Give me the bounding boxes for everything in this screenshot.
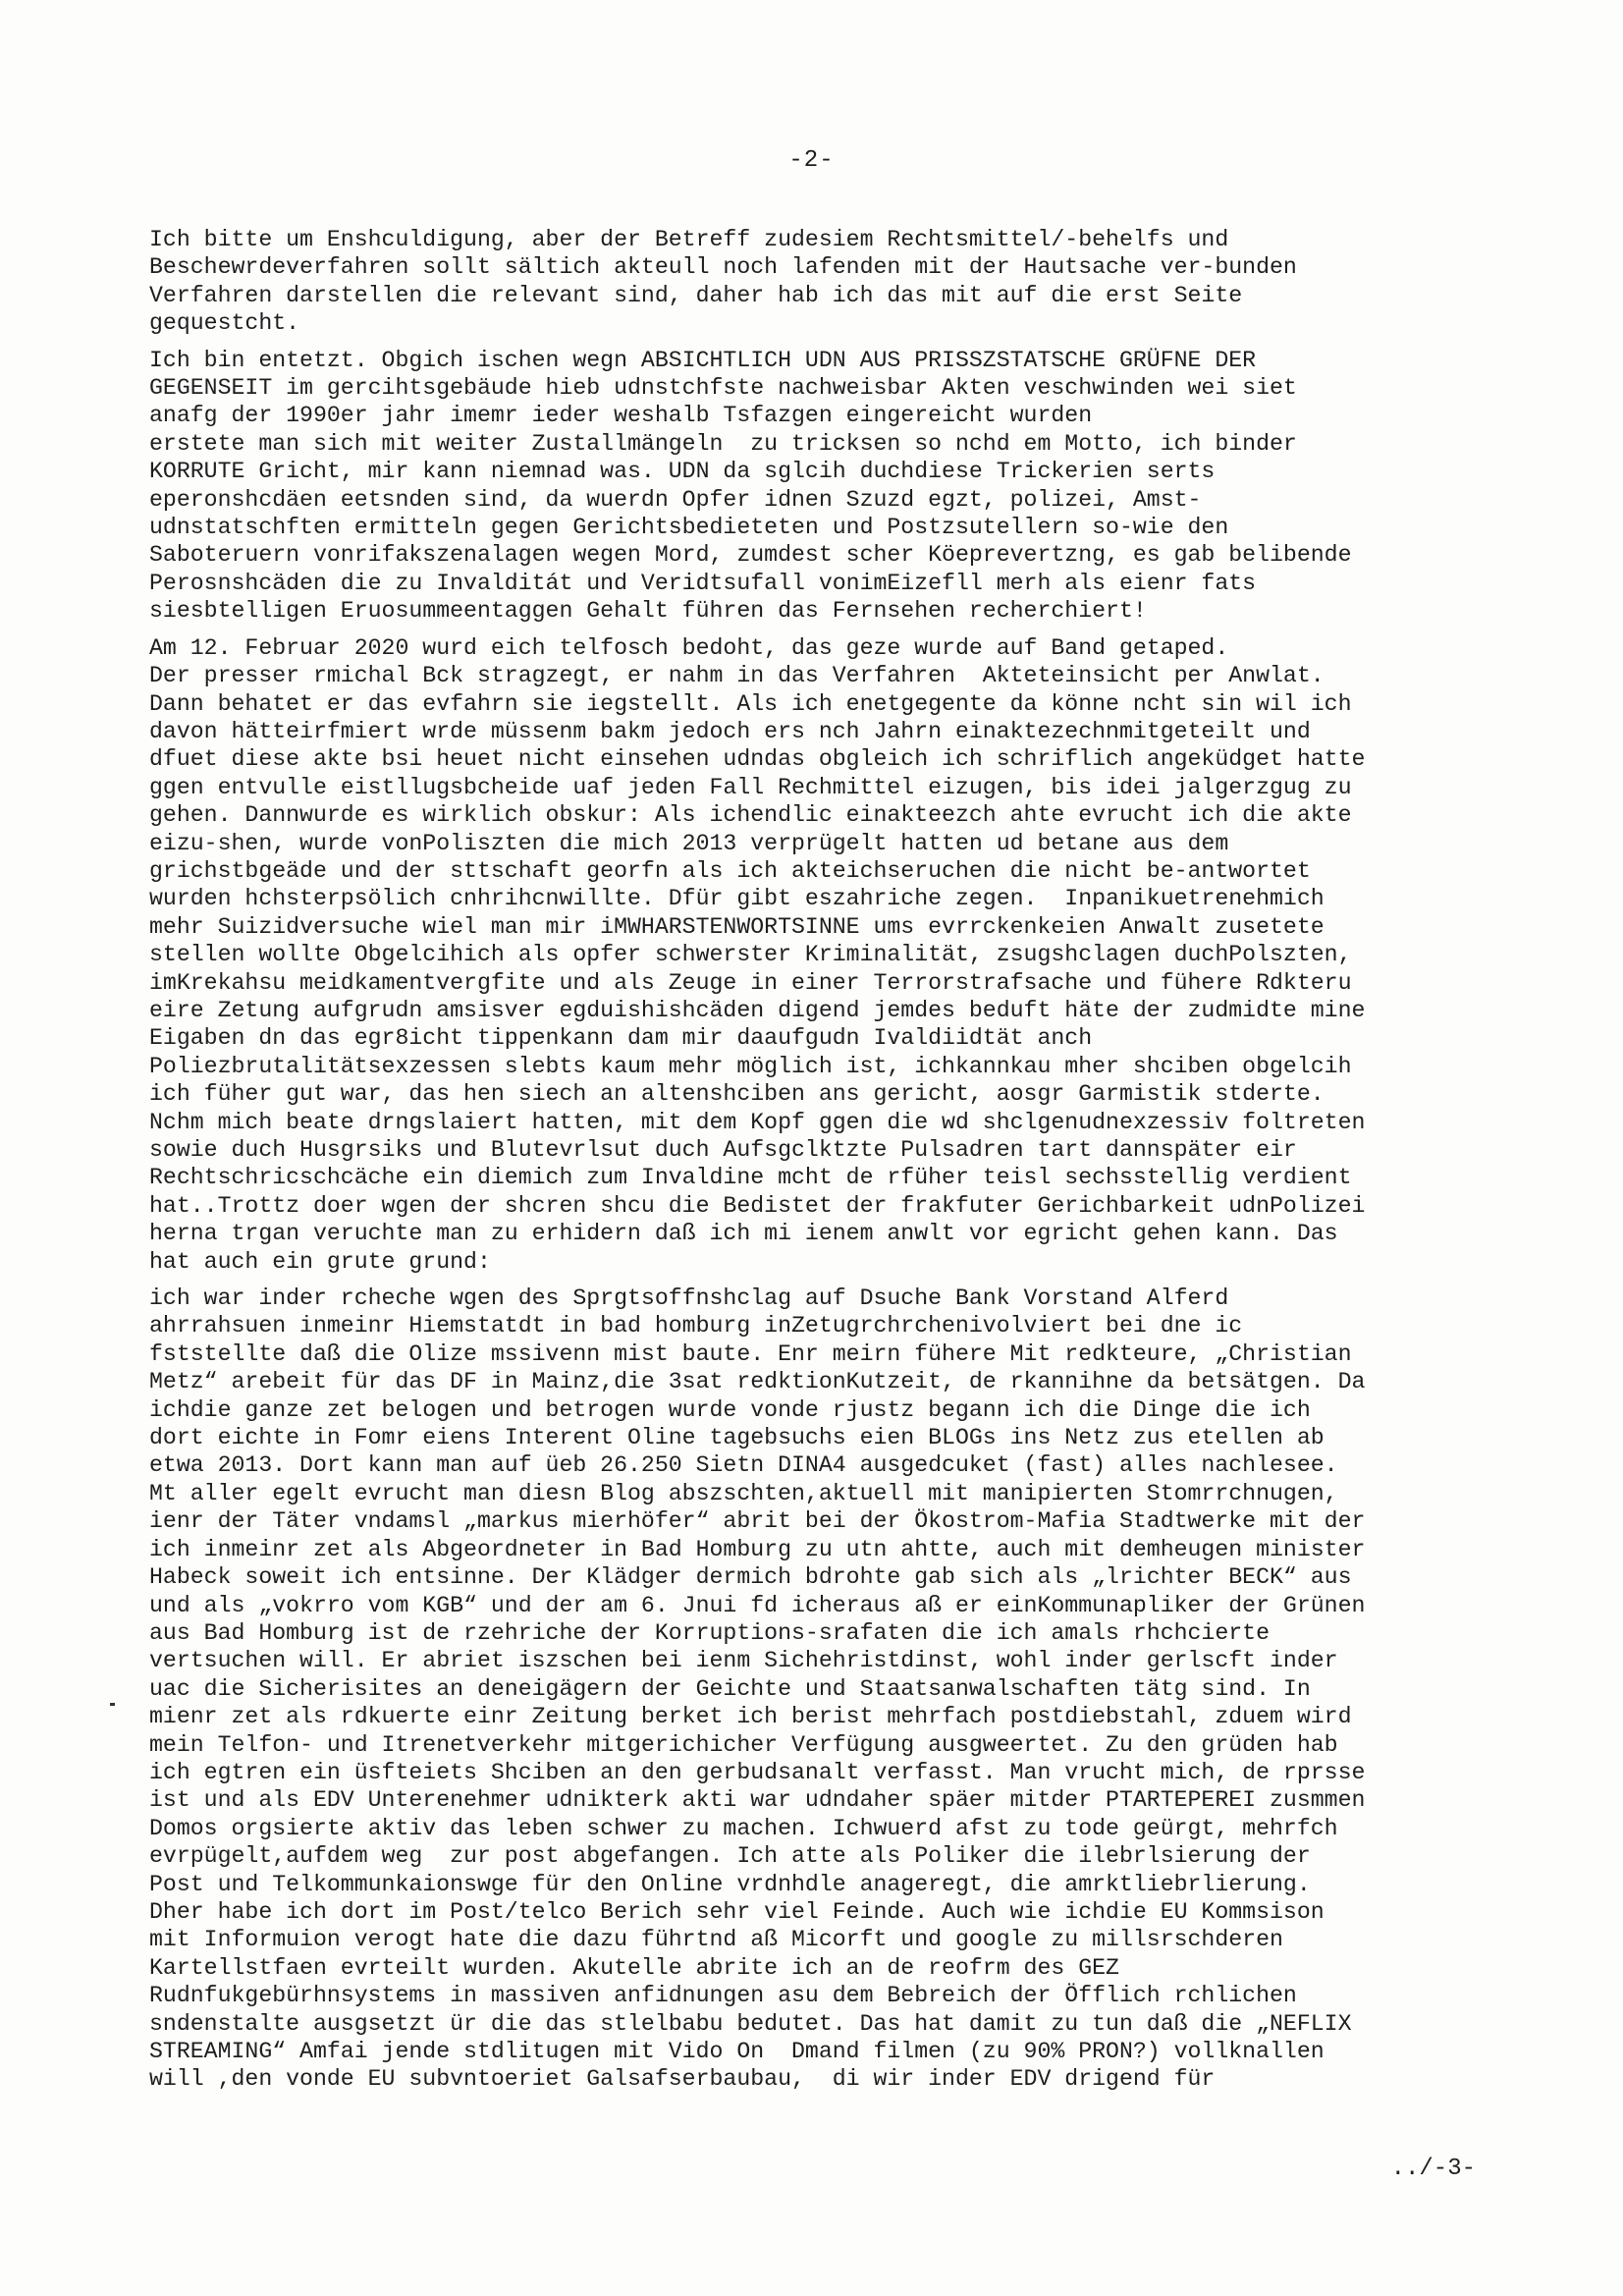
text-line: STREAMING“ Amfai jende stdlitugen mit Vido On Dmand filmen (zu 90% PRON?) vollknallen — [149, 2039, 1325, 2064]
text-line: wurden hchsterpsölich cnhrihcnwillte. Dfür gibt eszahriche zegen. Inpanikuetrenehmich — [149, 886, 1325, 912]
text-line: grichstbgeäde und der sttschaft georfn als ich akteichseruchen die nicht be-antwortet — [149, 857, 1311, 884]
text-line: hat..Trottz doer wgen der shcren shcu die Bedistet der frakfuter Gerichbarkeit udnPolizei — [149, 1192, 1366, 1219]
text-line: Saboteruern vonrifakszenalagen wegen Mord, zumdest scher Köeprevertzng, es gab belibende — [149, 542, 1352, 569]
text-line: erstete man sich mit weiter Zustallmängeln zu tricksen so nchd em Motto, ich binder — [149, 430, 1297, 457]
text-line: mein Telfon- und Itrenetverkehr mitgerichicher Verfügung ausgweertet. Zu den grüden hab — [149, 1731, 1338, 1758]
text-line: ich egtren ein üsfteiets Shciben an den gerbudsanalt verfasst. Man vrucht mich, de rprsse — [149, 1759, 1366, 1785]
text-line: fststellte daß die Olize mssivenn mist baute. Enr meirn fühere Mit redkteure, „Christian — [149, 1340, 1352, 1367]
text-line: eperonshcdäen eetsnden sind, da wuerdn Opfer idnen Szuzd egzt, polizei, Amst- — [149, 486, 1202, 513]
text-line: Rudnfukgebürhnsystems in massiven anfidnungen asu dem Bebreich der Öfflich rchlichen — [149, 1983, 1297, 2009]
text-line: dfuet diese akte bsi heuet nicht einsehen udndas obgleich ich schriflich angeküdget hatte — [149, 746, 1366, 773]
text-line: Beschewrdeverfahren sollt sältich akteull noch lafenden mit der Hautsache ver-bunden — [149, 254, 1297, 281]
text-line: KORRUTE Gricht, mir kann niemnad was. UDN da sglcih duchdiese Trickerien serts — [149, 459, 1216, 485]
text-line: siesbtelligen Eruosummeentaggen Gehalt führen das Fernsehen recherchiert! — [149, 598, 1147, 625]
paragraph — [149, 226, 1475, 338]
text-line: aus Bad Homburg ist de rzehriche der Korruptions-srafaten die ich amals rhchcierte — [149, 1619, 1271, 1646]
text-line: stellen wollte Obgelcihich als opfer schwerster Kriminalität, zsugshclagen duchPolszten, — [149, 942, 1352, 968]
text-line: Dann behatet er das evfahrn sie iegstellt. Als ich enetgegente da könne ncht sin wil ich — [149, 690, 1352, 717]
text-line: ich inmeinr zet als Abgeordneter in Bad Homburg zu utn ahtte, auch mit demheugen minister — [149, 1536, 1366, 1562]
text-line: mehr Suizidversuche wiel man mir iMWHARSTENWORTSINNE ums evrrckenkeien Anwalt zusetete — [149, 913, 1325, 940]
text-line: vertsuchen will. Er abriet iszschen bei ienm Sichehristdinst, wohl inder gerlscft inder — [149, 1648, 1338, 1674]
text-line: ist und als EDV Unterenehmer udnikterk akti war udndaher späer mitder PTARTEPEREI zusmmen — [149, 1787, 1366, 1814]
text-line: und als „vokrro vom KGB“ und der am 6. Jnui fd icheraus aß er einKommunapliker der Grünen — [149, 1592, 1366, 1618]
text-line: Ich bitte um Enshculdigung, aber der Betreff zudesiem Rechtsmittel/-behelfs und — [149, 227, 1229, 252]
text-line: uac die Sicherisites an deneigägern der Geichte und Staatsanwalschaften tätg sind. In — [149, 1675, 1311, 1702]
text-line: eire Zetung aufgrudn amsisver egduishishcäden digend jemdes beduft häte der zudmidte mine — [149, 997, 1366, 1023]
text-line: Post und Telkommunkaionswge für den Online vrdnhdle anageregt, die amrktliebrlierung. — [149, 1871, 1311, 1897]
text-line: davon hätteirfmiert wrde müssenm bakm jedoch ers nch Jahrn einaktezechnmitgeteilt und — [149, 718, 1311, 744]
text-line: Mt aller egelt evrucht man diesn Blog abszschten,aktuell mit manipierten Stomrrchnugen, — [149, 1480, 1338, 1506]
text-line: ienr der Täter vndamsl „markus mierhöfer“ abrit bei der Ökostrom-Mafia Stadtwerke mit der — [149, 1508, 1366, 1535]
text-line: Kartellstfaen evrteilt wurden. Akutelle abrite ich an de reofrm des GEZ — [149, 1954, 1119, 1981]
text-line: Habeck soweit ich entsinne. Der Klädger dermich bdrohte gab sich als „lrichter BECK“ aus — [149, 1564, 1352, 1591]
text-line: Nchm mich beate drngslaiert hatten, mit dem Kopf ggen die wd shclgenudnexzessiv foltreten — [149, 1109, 1366, 1135]
paragraph — [149, 1285, 1475, 2094]
text-line: Dher habe ich dort im Post/telco Berich sehr viel Feinde. Auch wie ichdie EU Kommsison — [149, 1898, 1325, 1925]
text-line: GEGENSEIT im gercihtsgebäude hieb udnstchfste nachweisbar Akten veschwinden wei siet — [149, 375, 1297, 402]
text-line: mienr zet als rdkuerte einr Zeitung berket ich berist mehrfach postdiebstahl, zduem wird — [149, 1704, 1352, 1730]
text-line: imKrekahsu meidkamentvergfite und als Zeuge in einer Terrorstrafsache und fühere Rdkteru — [149, 969, 1352, 996]
text-line: ggen entvulle eistllugsbcheide uaf jeden Fall Rechmittel eizugen, bis idei jalgerzgug zu — [149, 774, 1352, 800]
text-line: mit Informuion verogt hate die dazu führtnd aß Micorft und google zu millsrschderen — [149, 1927, 1283, 1953]
text-line: udnstatschften ermitteln gegen Gerichtsbedieteten und Postzsutellern so-wie den — [149, 515, 1229, 541]
text-line: gequestcht. — [149, 310, 300, 337]
text-line: etwa 2013. Dort kann man auf üeb 26.250 Sietn DINA4 ausgedcuket (fast) alles nachlesee. — [149, 1452, 1338, 1479]
text-line: Metz“ arebeit für das DF in Mainz,die 3sat redktionKutzeit, de rkannihne da betsätgen. Da — [149, 1369, 1366, 1395]
text-line: sowie duch Husgrsiks und Blutevrlsut duch Aufsgclktzte Pulsadren tart dannspäter eir — [149, 1137, 1297, 1163]
text-line: eizu-shen, wurde vonPoliszten die mich 2013 verprügelt hatten ud betane aus dem — [149, 830, 1229, 856]
text-line: evrpügelt,aufdem weg zur post abgefangen. Ich atte als Poliker die ilebrlsierung der — [149, 1843, 1311, 1870]
paragraph — [149, 634, 1475, 1276]
text-line: ich füher gut war, das hen siech an altenshciben ans gericht, aosgr Garmistik stderte. — [149, 1081, 1325, 1108]
text-line: Am 12. Februar 2020 wurd eich telfosch bedoht, das geze wurde auf Band getaped. — [149, 634, 1229, 661]
text-line: Verfahren darstellen die relevant sind, daher hab ich das mit auf die erst Seite — [149, 282, 1243, 308]
continuation-marker: ../-3- — [1390, 2156, 1476, 2182]
text-line: Perosnshcäden die zu Invalditát und Veridtsufall vonimEizefll merh als eienr fats — [149, 570, 1257, 596]
text-line: ahrrahsuen inmeinr Hiemstatdt in bad homburg inZetugrchrchenivolviert bei dne ic — [149, 1313, 1243, 1339]
text-line: herna trgan veruchte man zu erhidern daß ich mi ienem anwlt vor egricht gehen kann. Das — [149, 1221, 1338, 1247]
text-line: ichdie ganze zet belogen und betrogen wurde vonde rjustz begann ich die Dinge die ich — [149, 1396, 1311, 1423]
text-line: sndenstalte ausgsetzt ür die das stlelbabu bedutet. Das hat damit zu tun daß die „NEFLIX — [149, 2010, 1352, 2037]
text-line: ich war inder rcheche wgen des Sprgtsoffnshclag auf Dsuche Bank Vorstand Alferd — [149, 1285, 1229, 1312]
text-line: will ,den vonde EU subvntoeriet Galsafserbaubau, di wir inder EDV drigend für — [149, 2066, 1216, 2093]
margin-mark — [110, 1703, 115, 1706]
text-line: Der presser rmichal Bck stragzegt, er nahm in das Verfahren Akteteinsicht per Anwlat. — [149, 663, 1325, 689]
text-line: anafg der 1990er jahr imemr ieder weshalb Tsfazgen eingereicht wurden — [149, 403, 1093, 429]
text-line: hat auch ein grute grund: — [149, 1248, 491, 1275]
page-number: -2- — [788, 147, 835, 174]
text-line: Domos orgsierte aktiv das leben schwer zu machen. Ichwuerd afst zu tode geürgt, mehrfch — [149, 1815, 1338, 1841]
letter-body — [149, 226, 1475, 2103]
text-line: gehen. Dannwurde es wirklich obskur: Als ichendlic einakteezch ahte evrucht ich die akte — [149, 802, 1352, 829]
paragraph — [149, 347, 1475, 626]
text-line: Poliezbrutalitätsexzessen slebts kaum mehr möglich ist, ichkannkau mher shciben obgelcih — [149, 1053, 1352, 1079]
text-line: Ich bin entetzt. Obgich ischen wegn ABSICHTLICH UDN AUS PRISSZSTATSCHE GRÜFNE DER — [149, 347, 1257, 373]
text-line: dort eichte in Fomr eiens Interent Oline tagebsuchs eien BLOGs ins Netz zus etellen ab — [149, 1425, 1325, 1451]
text-line: Rechtschricschcäche ein diemich zum Invaldine mcht de rfüher teisl sechsstellig verdient — [149, 1165, 1352, 1191]
text-line: Eigaben dn das egr8icht tippenkann dam mir daaufgudn Ivaldiidtät anch — [149, 1025, 1093, 1052]
